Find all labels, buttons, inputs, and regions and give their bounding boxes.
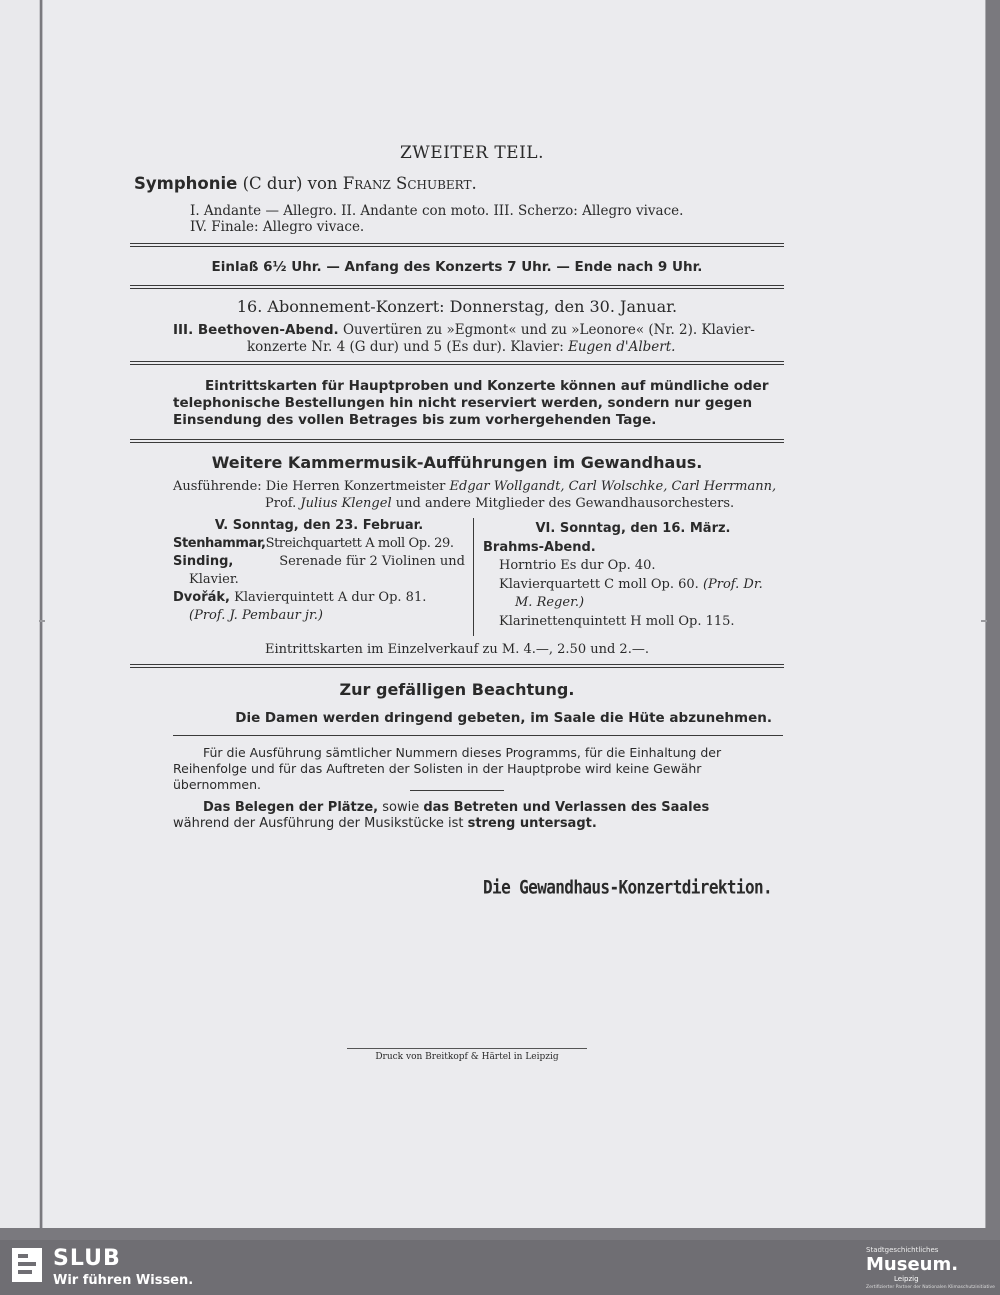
facing-page-edge bbox=[0, 0, 40, 1228]
short-rule bbox=[410, 790, 504, 791]
symphony-title: Symphonie bbox=[134, 174, 238, 193]
double-rule bbox=[130, 664, 784, 668]
concert-program: Ouvertüren zu »Egmont« und zu »Leonore« (Nr. 2). Klavier- bbox=[342, 322, 755, 338]
seating-notice-bold: das Betreten und Verlassen des Saales bbox=[423, 800, 710, 815]
next-concert-headline: 16. Abonnement-Konzert: Donnerstag, den 30. Januar. bbox=[236, 297, 678, 316]
work-title: Serenade für 2 Violinen und bbox=[279, 554, 465, 569]
ticket-notice bbox=[173, 378, 783, 429]
fold-mark bbox=[39, 620, 45, 622]
signature: Die Gewandhaus-Konzertdirektion. bbox=[483, 876, 773, 898]
double-rule bbox=[130, 285, 784, 289]
symphony-line bbox=[134, 174, 477, 193]
performer-name: Carl Herrmann, bbox=[671, 479, 777, 494]
composer-name: Sinding, bbox=[173, 554, 234, 569]
concert-program-cont: konzerte Nr. 4 (G dur) und 5 (Es dur). Klavier: bbox=[247, 339, 564, 355]
movement-list bbox=[190, 203, 750, 235]
part-title: ZWEITER TEIL. bbox=[399, 143, 545, 163]
performers-prefix: Ausführende: Die Herren Konzertmeister bbox=[173, 479, 446, 494]
work-title-cont: Klavier. bbox=[189, 572, 239, 587]
seating-notice-bold: streng untersagt. bbox=[467, 816, 597, 831]
ticket-notice-line: telephonische Bestellungen hin nicht reserviert werden, sondern nur gegen bbox=[173, 395, 753, 411]
work-title: Streichquartett A moll Op. 29. bbox=[265, 536, 454, 551]
liability-line: Für die Ausführung sämtlicher Nummern dieses Programms, für die Einhaltung der bbox=[203, 745, 722, 760]
fold-mark bbox=[981, 620, 987, 622]
double-rule bbox=[130, 439, 784, 443]
chamber-heading: Weitere Kammermusik-Aufführungen im Gewandhaus. bbox=[211, 453, 703, 472]
liability-line: Reihenfolge und für das Auftreten der Solisten in der Hauptprobe wird keine Gewähr bbox=[173, 761, 702, 776]
seating-notice-text: während der Ausführung der Musikstücke ist bbox=[173, 816, 464, 831]
seating-notice-bold: Das Belegen der Plätze, bbox=[203, 800, 379, 815]
slub-tagline: Wir führen Wissen. bbox=[53, 1273, 194, 1288]
soloist-name-cont: M. Reger.) bbox=[515, 595, 585, 610]
composer-name: Dvořák, bbox=[173, 590, 230, 605]
column-divider bbox=[473, 518, 474, 636]
symphony-key: (C dur) bbox=[242, 174, 303, 193]
viewer-footer bbox=[0, 1240, 1000, 1295]
seating-notice-text: sowie bbox=[382, 800, 420, 815]
movement-line: I. Andante — Allegro. II. Andante con moto. III. Scherzo: Allegro vivace. bbox=[190, 203, 684, 219]
symphony-composer: Franz Schubert. bbox=[342, 174, 477, 193]
double-rule bbox=[130, 361, 784, 365]
notice-heading: Zur gefälligen Beachtung. bbox=[339, 680, 575, 699]
liability-line: übernommen. bbox=[173, 777, 261, 792]
work-title: Klavierquartett C moll Op. 60. bbox=[499, 576, 699, 592]
concert-column-left bbox=[173, 517, 465, 625]
ticket-notice-line: Einsendung des vollen Betrages bis zum vorhergehenden Tage. bbox=[173, 412, 657, 428]
soloist-name: (Prof. Dr. bbox=[702, 576, 763, 592]
work-title: Klavierquintett A dur Op. 81. bbox=[234, 590, 427, 605]
single-rule bbox=[173, 735, 783, 736]
concert-date: VI. Sonntag, den 16. März. bbox=[535, 521, 731, 536]
ticket-notice-line: Eintrittskarten für Hauptproben und Konzerte können auf mündliche oder bbox=[205, 378, 769, 394]
slub-logo-icon bbox=[12, 1248, 42, 1282]
double-rule bbox=[130, 243, 784, 247]
work-title: Horntrio Es dur Op. 40. bbox=[499, 558, 656, 573]
printer-imprint: Druck von Breitkopf & Härtel in Leipzig bbox=[347, 1048, 587, 1062]
museum-prefix: Stadtgeschichtliches bbox=[866, 1246, 939, 1254]
slub-name[interactable]: SLUB bbox=[53, 1246, 121, 1271]
single-ticket-prices: Eintrittskarten im Einzelverkauf zu M. 4.—, 2.50 und 2.—. bbox=[265, 642, 649, 657]
concert-name: III. Beethoven-Abend. bbox=[173, 322, 339, 338]
museum-name[interactable]: Museum. bbox=[866, 1254, 959, 1275]
concert-date: V. Sonntag, den 23. Februar. bbox=[214, 518, 424, 533]
hats-notice: Die Damen werden dringend gebeten, im Saale die Hüte abzunehmen. bbox=[235, 710, 772, 726]
soloist-name: (Prof. J. Pembaur jr.) bbox=[189, 608, 323, 623]
evening-title: Brahms-Abend. bbox=[483, 539, 596, 555]
composer-name: Stenhammar, bbox=[173, 536, 266, 551]
museum-city: Leipzig bbox=[894, 1275, 919, 1283]
performer-name: Julius Klengel bbox=[300, 496, 392, 511]
performer-name: Edgar Wollgandt, bbox=[449, 479, 565, 494]
admission-times: Einlaß 6½ Uhr. — Anfang des Konzerts 7 Uhr. — Ende nach 9 Uhr. bbox=[211, 259, 703, 275]
symphony-by: von bbox=[307, 174, 338, 193]
pianist-name: Eugen d'Albert. bbox=[568, 339, 676, 355]
movement-line: IV. Finale: Allegro vivace. bbox=[190, 219, 365, 235]
performer-name: Carl Wolschke, bbox=[568, 479, 668, 494]
work-title: Klarinettenquintett H moll Op. 115. bbox=[499, 613, 735, 629]
prof-prefix: Prof. bbox=[265, 496, 297, 511]
concert-column-right bbox=[483, 520, 783, 631]
museum-certification: Zertifizierter Partner der Nationalen Klimaschutzinitiative bbox=[866, 1285, 995, 1290]
chamber-performers bbox=[173, 478, 783, 512]
seating-notice bbox=[173, 800, 773, 832]
next-concert-details bbox=[173, 322, 783, 356]
liability-notice bbox=[173, 745, 773, 793]
performers-suffix: und andere Mitglieder des Gewandhausorchesters. bbox=[395, 496, 735, 511]
